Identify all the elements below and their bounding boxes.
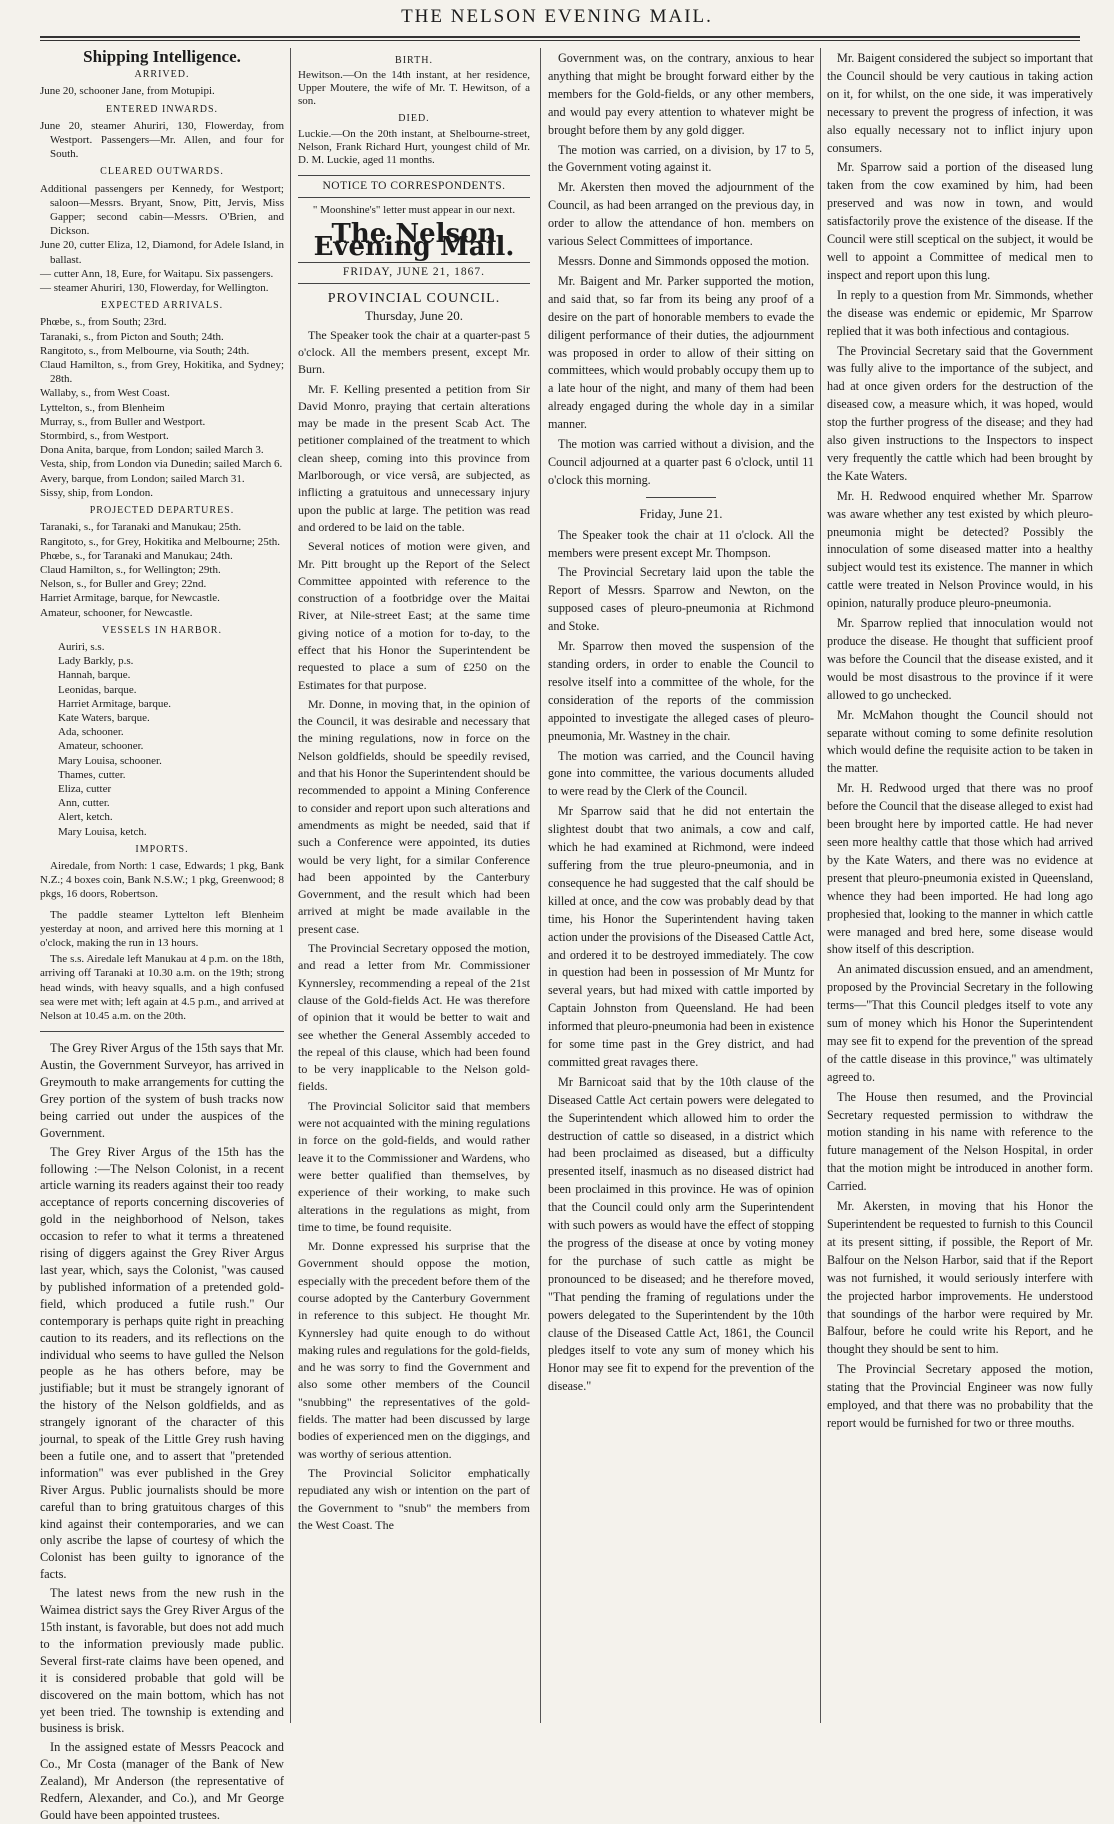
paragraph: Claud Hamilton, s., from Grey, Hokitika, and Sydney; 28th. <box>40 359 284 386</box>
paragraph: Messrs. Donne and Simmonds opposed the motion. <box>558 253 810 268</box>
notice-heading: NOTICE TO CORRESPONDENTS. <box>298 175 530 198</box>
paragraph: Alert, ketch. <box>58 811 113 824</box>
paragraph: Ann, cutter. <box>58 797 110 810</box>
issue-date: FRIDAY, JUNE 21, 1867. <box>298 262 530 283</box>
news-paragraphs <box>40 1040 284 1824</box>
paragraph: An animated discussion ensued, and an amendment, proposed by the Provincial Secretary in the following terms—"That this Council pledges itself to vote any sum of money which his Honor the Superintendent may see fit to expend for the prevention of the spread of the cattle disease in this province," was ultimately agreed to. <box>827 962 1093 1084</box>
harbor-list <box>40 640 284 839</box>
death-notice: Luckie.—On the 20th instant, at Shelbourne-street, Nelson, Frank Richard Hurt, youngest child of Mr. D. M. Luckie, aged 11 months. <box>298 127 530 166</box>
notice-text: " Moonshine's" letter must appear in our next. <box>312 204 516 217</box>
paragraph: Eliza, cutter <box>58 782 112 795</box>
column-editorial <box>298 50 530 1722</box>
paragraph: The s.s. Airedale left Manukau at 4 p.m. on the 18th, arriving off Taranaki at 10.30 a.m. on the 19th; strong head winds, with heavy squalls, and a high confused sea were met with; left again at 4.5 p.m., and arrived at Nelson at 10.45 a.m. on the 20th. <box>40 953 284 1022</box>
projected-list <box>40 520 284 619</box>
paragraph: Mr. Sparrow replied that innoculation would not produce the disease. He thought that sufficient proof was before the Council that the disease existed, and it would be most disastrous to the province if it were allowed to go unchecked. <box>827 616 1093 702</box>
birth-notice: Hewitson.—On the 14th instant, at her residence, Upper Moutere, the wife of Mr. T. Hewitson, of a son. <box>298 69 530 108</box>
paragraph: Vesta, ship, from London via Dunedin; sailed March 6. <box>40 458 283 471</box>
paragraph: The Provincial Secretary said that the Government was fully alive to the importance of the subject, and had at once given orders for the destruction of the diseased cow, a measure which, it was hoped, would stop the further progress of the disease; and they had also given instructions to the Inspectors to inspect very frequently the cattle which had been brought by the Kate Waters. <box>827 343 1093 483</box>
shipping-notes <box>40 908 284 1024</box>
imports-heading: IMPORTS. <box>135 843 189 855</box>
paragraph: The Grey River Argus of the 15th has the following :—The Nelson Colonist, in a recent article warning its readers against their too ready acceptance of reports concerning discoveries of gold in the neighborhood of Nelson, takes occasion to refer to what it terms a threatened rising of diggers against the Grey River Argus last year, which, says the Colonist, "was caused by published information of a pretended gold-field, which produced a futile rush." Our contemporary is perhaps quite right in preaching caution to its readers, and its reflections on the individual who seems to have gulled the Nelson people as he has others before, may be justifiable; but it must be strangely ignorant of the history of the Nelson goldfields, and as strangely ignorant of the character of this journal, to speak of the Little Grey rush having been a futile one, and to assert that "pretended information" was ever published in the Grey River Argus. Public journalists should be more careful than to bring gratuitous charges of this kind against their contemporaries, and we can only ascribe the lapse of courtesy of which the Colonist has been guilty to ignorance of the facts. <box>40 1144 284 1582</box>
cleared-list <box>40 182 284 296</box>
paragraph: Mary Louisa, ketch. <box>58 825 147 838</box>
column-divider-3 <box>820 48 821 1723</box>
paragraph: Murray, s., from Buller and Westport. <box>40 415 206 428</box>
paragraph: The Provincial Secretary opposed the motion, and read a letter from Mr. Commissioner Kynnersley, recommending a repeal of the 21st clause of the Gold-fields Act. He was therefore of opinion that it would be better to wait and see whether the General Assembly acceded to the repeal of this clause, which had been found to be very inapplicable to the Nelson gold-fields. <box>298 941 530 1094</box>
paragraph: Amateur, schooner, for Newcastle. <box>40 606 193 619</box>
harbor-heading: VESSELS IN HARBOR. <box>102 624 222 636</box>
paragraph: The Grey River Argus of the 15th says that Mr. Austin, the Government Surveyor, has arrived in Greymouth to make arrangements for cutting the Grey portion of the system of bush tracks now being carried out under the auspices of the Government. <box>40 1041 284 1140</box>
paragraph: Claud Hamilton, s., for Wellington; 29th. <box>40 563 221 576</box>
paragraph: Mr. Akersten then moved the adjournment of the Council, as had been arranged on the previous day, in order to allow the attendance of hon. members on various Select Committees of importance. <box>548 180 814 249</box>
paragraph: The Provincial Solicitor emphatically repudiated any wish or intention on the part of the Government to "snub" the members from the West Coast. The <box>298 1465 530 1532</box>
paragraph: Mary Louisa, schooner. <box>58 754 162 767</box>
paragraph: Mr. F. Kelling presented a petition from Sir David Monro, praying that certain alterations may be made in the present Scab Act. The petitioner complained of the treatment to which clean sheep, coming into this province from Marlborough, or vice versâ, are subjected, as inflicting a gratuitous and unnecessary injury upon the public at large. The petition was read and ordered to be laid on the table. <box>298 381 530 534</box>
paragraph: Harriet Armitage, barque, for Newcastle. <box>40 592 220 605</box>
column-shipping <box>40 47 284 1822</box>
paragraph: Mr. Donne, in moving that, in the opinion of the Council, it was desirable and necessary that the mining regulations, now in force on the Nelson goldfields, should be speedily revised, and that his Honor the Superintendent should be recommended to appoint a Mining Conference to consider and report upon such alterations and amendments as might be needed, said that if such a Conference were appointed, its duties would be very light, for a similar Conference had been appointed by the Canterbury Government, and the result which had been arrived at might be made available in the present case. <box>298 696 530 936</box>
entered-list <box>40 119 284 162</box>
paragraph: Mr Sparrow said that he did not entertain the slightest doubt that two animals, a cow and calf, which he had examined at Richmond, were indeed suffering from the true pleuro-pneumonia, and in consequence he had suggested that the calf should be killed at once, and the cow was probably dead by that time, his Honor the Superintendent having taken action under the provisions of the Diseased Cattle Act, and ordered it to be destroyed immediately. The cow in question had been in possession of Mr Muntz for several years, but had mixed with cattle imported by Captain Johnston from Queensland. He had been informed that pleuro-pneumonia had been in existence for some time past in the Grey district, and had committed great ravages there. <box>548 804 815 1069</box>
paragraph: Taranaki, s., from Picton and South; 24th. <box>40 330 224 343</box>
paragraph: — steamer Ahuriri, 130, Flowerday, for Wellington. <box>40 282 269 295</box>
paragraph: The Provincial Secretary laid upon the table the Report of Messrs. Sparrow and Newton, on the supposed cases of pleuro-pneumonia at Richmond and Stoke. <box>548 565 814 634</box>
expected-heading: EXPECTED ARRIVALS. <box>100 300 224 312</box>
section-rule <box>646 497 716 498</box>
paragraph: Lady Barkly, p.s. <box>58 655 134 668</box>
paper-title: The Nelson Evening Mail. <box>313 218 515 263</box>
paragraph: Mr. H. Redwood enquired whether Mr. Sparrow was aware whether any test existed by which pleuro-pneumonia might be detected? Possibly the innoculation of some diseased matter into a healthy subject would test its existence. The manner in which cattle were treated in Nelson Province would, in his opinion, naturally produce pleuro-pneumonia. <box>827 488 1093 611</box>
column-council-end <box>827 50 1093 1722</box>
paragraph: Sissy, ship, from London. <box>40 486 153 499</box>
paragraph: Mr. Baigent and Mr. Parker supported the motion, and said that, so far from its being any proof of a desire on the part of honorable members to evade the diligent performance of their duties, the adjournment was proposed in order to allow of their sitting on committees, which would probably occupy them up to a late hour of the night, and many of them had been already engaged during the whole day in a similar manner. <box>548 273 814 432</box>
paragraph: In reply to a question from Mr. Simmonds, whether the disease was endemic or epidemic, Mr Sparrow replied that it was both infectious and contagious. <box>827 287 1093 338</box>
paragraph: Lyttelton, s., from Blenheim <box>40 401 165 414</box>
paragraph: Kate Waters, barque. <box>58 711 150 724</box>
paragraph: Leonidas, barque. <box>58 683 137 696</box>
paragraph: Additional passengers per Kennedy, for Westport; saloon—Messrs. Bryant, Snow, Pitt, Jervis, Miss Gapper; second cabin—Messrs. O'Brien, and Dickson. <box>40 182 284 238</box>
paragraph: Mr. Sparrow said a portion of the diseased lung taken from the cow examined by him, had been preserved and was now in town, and would satisfactorily prove the existence of the disease. If the Council were still sceptical on the subject, it would be well to appoint a Committee of medical men to inspect and report upon this lung. <box>827 160 1093 282</box>
paragraph: The Provincial Secretary apposed the motion, stating that the Provincial Engineer was now fully employed, and that there was no probability that the report would be furnished for two or three mouths. <box>827 1362 1093 1430</box>
masthead-rule <box>40 36 1080 38</box>
paragraph: The paddle steamer Lyttelton left Blenheim yesterday at noon, and arrived here this morning at 1 o'clock, making the run in 13 hours. <box>40 908 284 949</box>
paragraph: Phœbe, s., for Taranaki and Manukau; 24th. <box>40 549 233 562</box>
council-paragraphs-a <box>548 50 814 490</box>
column-divider-1 <box>290 48 291 1723</box>
paragraph: Mr. Akersten, in moving that his Honor the Superintendent be requested to furnish to this Council at its present sitting, if possible, the Report of Mr. Balfour on the Nelson Harbor, said that if the Report was not furnished, it would seriously interfere with the projected harbor improvements. He understood that soundings of the harbor were required by Mr. Balfour, before he could write his Report, and he thought they should be sent to him. <box>827 1199 1093 1357</box>
column-council-continued <box>548 50 814 1722</box>
paragraph: The motion was carried, and the Council having gone into committee, the various documents alluded to were read by the Clerk of the Council. <box>548 748 814 799</box>
died-heading: DIED. <box>398 113 430 125</box>
paragraph: Harriet Armitage, barque. <box>58 697 172 710</box>
masthead-rule-thin <box>40 40 1080 41</box>
council-paragraphs-c <box>827 50 1093 1433</box>
paragraph: Nelson, s., for Buller and Grey; 22nd. <box>40 578 207 591</box>
shipping-title: Shipping Intelligence. <box>83 47 241 66</box>
council-paragraphs-b <box>548 527 814 1397</box>
paragraph: Taranaki, s., for Taranaki and Manukau; 25th. <box>40 521 242 534</box>
paragraph: The House then resumed, and the Provincial Secretary requested permission to withdraw the motion standing in his name with reference to the future management of the Nelson Hospital, in order that the motion might be introduced in another form. Carried. <box>827 1089 1093 1194</box>
paragraph: Government was, on the contrary, anxious to hear anything that might be brought forward either by the members for the Gold-fields, or any other members, and would pay every attention to whatever might be brought before them by any gold digger. <box>548 51 814 137</box>
arrived-heading: ARRIVED. <box>134 69 190 81</box>
paragraph: The Speaker took the chair at 11 o'clock. All the members were present except Mr. Thompson. <box>548 527 814 560</box>
paragraph: The Speaker took the chair at a quarter-past 5 o'clock. All the members present, except Mr. Burn. <box>298 327 530 377</box>
paragraph: The Provincial Solicitor said that members were not acquainted with the mining regulations in force on the gold-fields, and would rather leave it to the Commissioner and Wardens, who were better qualified than themselves, by experience of their working, to make such alterations in the regulations as might, from time to time, be found requisite. <box>298 1098 530 1234</box>
paragraph: Phœbe, s., from South; 23rd. <box>40 316 167 329</box>
council-paragraphs <box>298 327 530 1534</box>
council-date-2: Friday, June 21. <box>639 505 723 521</box>
paragraph: In the assigned estate of Messrs Peacock and Co., Mr Costa (manager of the Bank of New Zealand), Mr Anderson (the representative of Redfern, Alexander, and Co.), and Mr George Gould have been appointed trustees. <box>40 1740 284 1822</box>
projected-heading: PROJECTED DEPARTURES. <box>89 505 235 517</box>
paragraph: Mr. Donne expressed his surprise that the Government should oppose the motion, especially with the precedent before them of the course adopted by the Canterbury Government in reference to this subject. He thought Mr. Kynnersley had quite enough to do without making rules and regulations for the gold-fields, and he was sorry to find the Government and also some other members of the Council "snubbing" the representatives of the gold-fields. The matter had been discussed by large bodies of experienced men on the diggings, and was worthy of serious attention. <box>298 1239 530 1461</box>
paragraph: Mr. Sparrow then moved the suspension of the standing orders, in order to enable the Council to resolve itself into a committee of the whole, for the consideration of the reports of the commission appointed to investigate the alleged cases of pleuro-pneumonia, Mr. Wastney in the chair. <box>548 639 814 743</box>
cleared-heading: CLEARED OUTWARDS. <box>100 166 224 178</box>
paragraph: June 20, schooner Jane, from Motupipi. <box>40 85 215 98</box>
paragraph: Avery, barque, from London; sailed March 31. <box>40 472 245 485</box>
arrived-list <box>40 84 284 98</box>
masthead: THE NELSON EVENING MAIL. <box>401 6 713 27</box>
paragraph: Mr. McMahon thought the Council should not separate without coming to some definite resolution which would define the requisite action to be taken in the matter. <box>827 707 1093 776</box>
paragraph: June 20, cutter Eliza, 12, Diamond, for Adele Island, in ballast. <box>40 239 284 266</box>
paragraph: The latest news from the new rush in the Waimea district says the Grey River Argus of the 15th instant, is favorable, but does not add much to the information previously made public. Several first-rate claims have been opened, and it is considered probable that gold will be discovered on the main bottom, which has not yet been tried. The township is extending and business is brisk. <box>40 1586 284 1736</box>
paragraph: Mr. H. Redwood urged that there was no proof before the Council that the disease alleged to exist had been brought here by imported cattle. He had never seen more healthy cattle that those which had arrived by the Kate Waters, and there was no evidence at present that pleuro-pneumonia existed in Queensland, whence they had been imported. He had long ago prophesied that, looking to the manner in which cattle were managed and bred here, some disease would show itself of this description. <box>827 781 1093 957</box>
paragraph: The motion was carried without a division, and the Council adjourned at a quarter past 6 o'clock, until 11 o'clock this morning. <box>548 437 814 487</box>
paragraph: Rangitoto, s., for Grey, Hokitika and Melbourne; 25th. <box>40 535 281 548</box>
council-heading: PROVINCIAL COUNCIL. <box>327 290 501 306</box>
entered-heading: ENTERED INWARDS. <box>105 103 219 115</box>
paragraph: — cutter Ann, 18, Eure, for Waitapu. Six passengers. <box>40 267 274 280</box>
paragraph: Mr Barnicoat said that by the 10th clause of the Diseased Cattle Act certain powers were delegated to the Superintendent which allowed him to order the destruction of cattle so diseased, in a district which had been proclaimed as diseased, but a difficulty presented itself, inasmuch as no diseased district had been proclaimed in this province. He was of opinion that the Council could only arm the Superintendent with such powers as would have the effect of stopping the progress of the disease at once by voting money for the purchase of such cattle as might be pronounced to be diseased; and he therefore moved, "That pending the framing of regulations under the powers delegated to the Superintendent by the 10th clause of the Diseased Cattle Act, 1861, the Council pledges itself to vote any sum of money which his Honor may see fit to expend for the prevention of the disease." <box>548 1074 814 1394</box>
paragraph: Wallaby, s., from West Coast. <box>40 387 170 400</box>
paragraph: Dona Anita, barque, from London; sailed March 3. <box>40 444 264 457</box>
paragraph: Auriri, s.s. <box>58 640 105 653</box>
council-date: Thursday, June 20. <box>364 308 464 324</box>
paragraph: Rangitoto, s., from Melbourne, via South; 24th. <box>40 344 250 357</box>
section-rule <box>40 1031 284 1032</box>
column-divider-2 <box>540 48 541 1723</box>
paragraph: Hannah, barque. <box>58 669 131 682</box>
paragraph: The motion was carried, on a division, by 17 to 5, the Government voting against it. <box>548 142 814 175</box>
paragraph: Amateur, schooner. <box>58 740 144 753</box>
birth-heading: BIRTH. <box>395 55 433 66</box>
paragraph: Several notices of motion were given, and Mr. Pitt brought up the Report of the Select Committee appointed with reference to the construction of a footbridge over the Maitai River, at Nile-street East; at the same time giving notice of a motion for to-day, to the effect that his Honor the Superintendent be requested to place a sum of £250 on the Estimates for that purpose. <box>298 539 530 692</box>
paragraph: Ada, schooner. <box>58 726 124 739</box>
paragraph: Thames, cutter. <box>58 768 126 781</box>
expected-list <box>40 315 284 500</box>
imports-text: Airedale, from North: 1 case, Edwards; 1 pkg, Bank N.Z.; 4 boxes coin, Bank N.S.W.; 1 pkg, Greenwood; 8 pkgs, 16 doors, Robertson. <box>40 859 284 901</box>
paragraph: Stormbird, s., from Westport. <box>40 430 169 443</box>
paragraph: June 20, steamer Ahuriri, 130, Flowerday, from Westport. Passengers—Mr. Allen, and four for South. <box>40 119 284 161</box>
paragraph: Mr. Baigent considered the subject so important that the Council should be very cautious in taking action on it, for whilst, on the one side, it was imperatively necessary to prevent the progress of infection, it was also equally necessary not to inflict injury upon consumers. <box>827 51 1093 155</box>
